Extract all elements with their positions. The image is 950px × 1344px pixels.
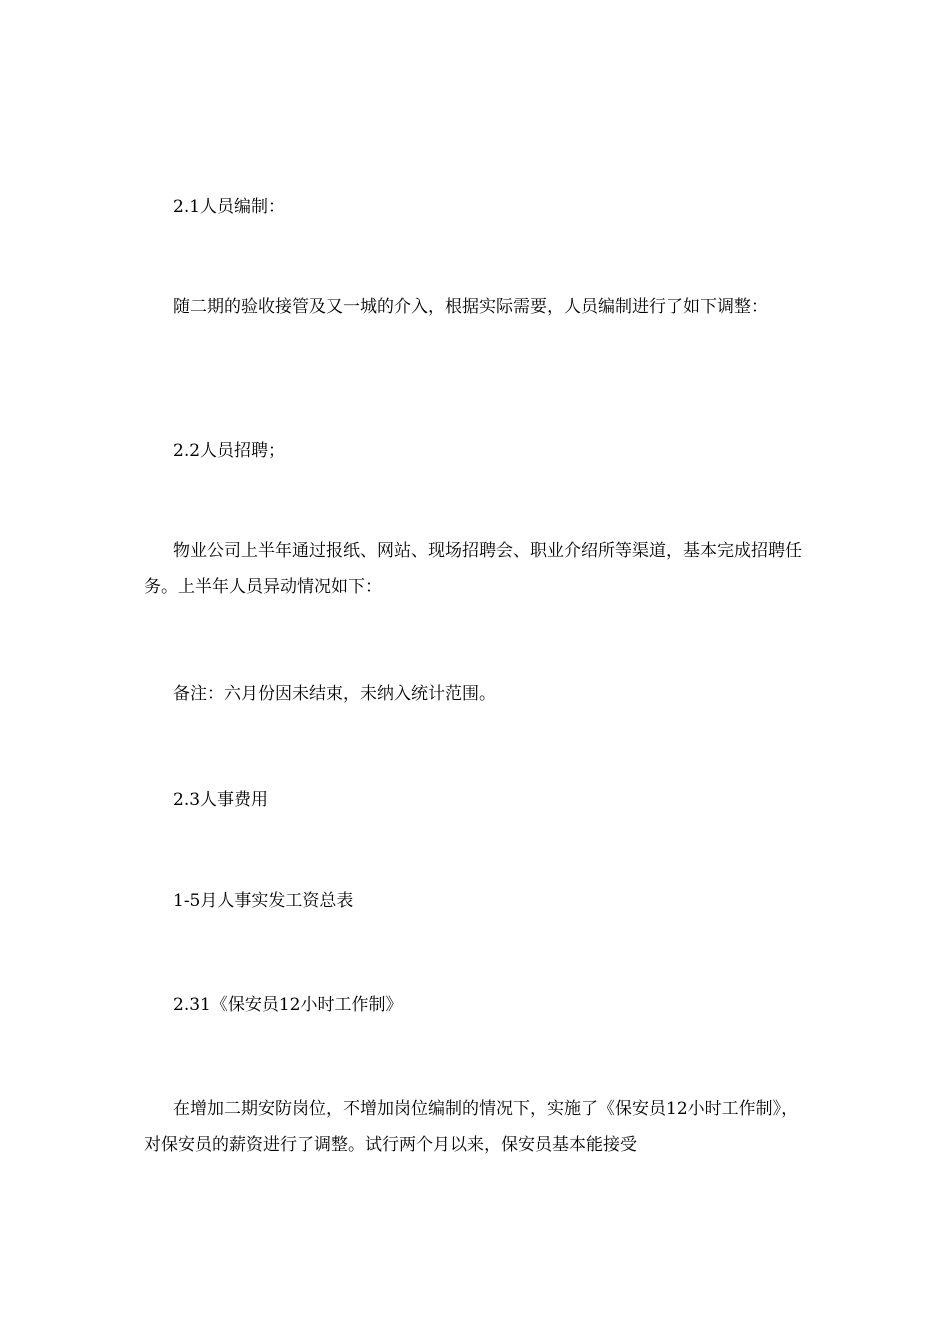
section-heading-2-31: 2.31《保安员12小时工作制》: [173, 995, 403, 1015]
paragraph-recruitment: 物业公司上半年通过报纸、网站、现场招聘会、职业介绍所等渠道，基本完成招聘任务。上半年人员异动情况如下：: [144, 541, 802, 597]
paragraph-staffing-adjustment: 随二期的验收接管及又一城的介入，根据实际需要，人员编制进行了如下调整：: [173, 297, 768, 317]
paragraph-security-shift: 在增加二期安防岗位，不增加岗位编制的情况下，实施了《保安员12小时工作制》，对保安员的薪资进行了调整。试行两个月以来，保安员基本能接受: [144, 1099, 799, 1155]
section-heading-2-3: 2.3人事费用: [173, 790, 269, 810]
section-heading-2-2: 2.2人员招聘；: [173, 441, 286, 461]
note-paragraph: 备注：六月份因未结束，未纳入统计范围。: [173, 684, 496, 704]
section-heading-2-1: 2.1人员编制：: [173, 197, 286, 217]
table-caption-salary: 1-5月人事实发工资总表: [173, 891, 354, 911]
